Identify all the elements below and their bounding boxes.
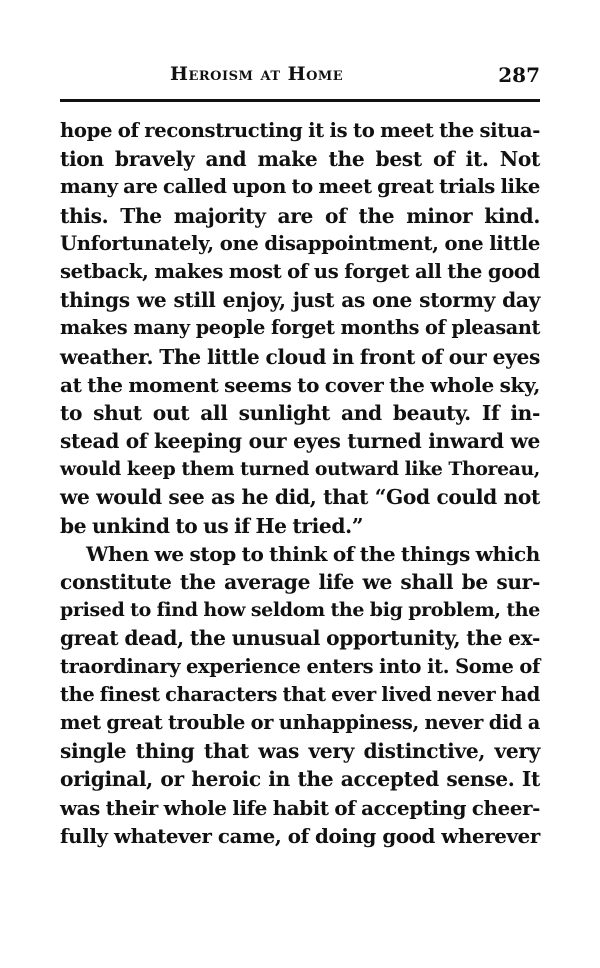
text-line: constitute the average life we shall be sur- bbox=[60, 570, 540, 594]
text-line: original, or heroic in the accepted sense. It bbox=[60, 767, 540, 792]
text-line: traordinary experience enters into it. Some of bbox=[60, 654, 540, 678]
text-line: makes many people forget months of pleasant bbox=[60, 316, 540, 340]
text-line: was their whole life habit of accepting cheer- bbox=[60, 795, 540, 820]
text-line: tion bravely and make the best of it. Not bbox=[60, 147, 540, 172]
header-rule bbox=[60, 99, 540, 102]
running-head bbox=[60, 63, 540, 93]
running-title: Heroism at Home bbox=[170, 63, 344, 85]
text-line: stead of keeping our eyes turned inward we bbox=[60, 429, 540, 454]
text-line: met great trouble or unhappiness, never did a bbox=[60, 710, 540, 734]
text-line: be unkind to us if He tried.” bbox=[60, 513, 364, 538]
paragraph-1 bbox=[60, 117, 540, 540]
paragraph-2 bbox=[60, 540, 540, 850]
book-page bbox=[60, 0, 540, 968]
text-line: prised to find how seldom the big problem, the bbox=[60, 599, 540, 622]
text-line: we would see as he did, that “God could not bbox=[60, 485, 540, 510]
text-line: this. The majority are of the minor kind. bbox=[60, 203, 540, 228]
text-line: hope of reconstructing it is to meet the situa- bbox=[60, 119, 540, 142]
text-line: fully whatever came, of doing good wherever bbox=[60, 823, 540, 848]
page-number: 287 bbox=[498, 63, 540, 87]
text-line: When we stop to think of the things which bbox=[86, 541, 540, 566]
text-line: weather. The little cloud in front of our eyes bbox=[60, 344, 540, 369]
text-line: things we still enjoy, just as one stormy day bbox=[60, 288, 540, 313]
text-line: Unfortunately, one disappointment, one little bbox=[60, 231, 540, 255]
text-line: the finest characters that ever lived never had bbox=[60, 682, 540, 706]
text-line: many are called upon to meet great trials like bbox=[60, 175, 540, 199]
text-line: setback, makes most of us forget all the good bbox=[60, 259, 540, 283]
text-line: would keep them turned outward like Thoreau, bbox=[60, 458, 540, 481]
text-line: great dead, the unusual opportunity, the ex- bbox=[60, 626, 540, 651]
text-line: to shut out all sunlight and beauty. If in- bbox=[60, 400, 540, 425]
body-text bbox=[60, 117, 540, 850]
text-line: single thing that was very distinctive, very bbox=[60, 739, 540, 764]
text-line: at the moment seems to cover the whole sky, bbox=[60, 372, 540, 397]
